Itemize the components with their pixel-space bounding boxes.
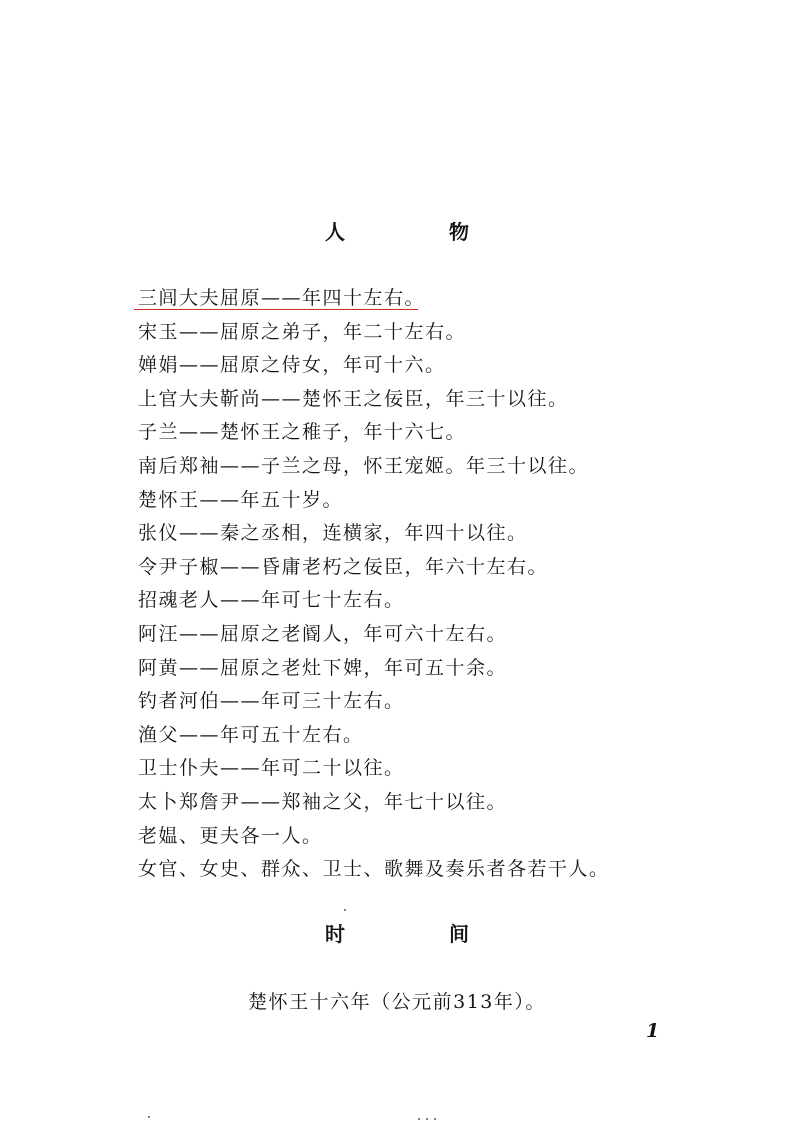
character-entry: 钓者河伯——年可三十左右。	[138, 690, 405, 713]
character-entry: 渔父——年可五十左右。	[138, 723, 364, 746]
character-entry: 婵娟——屈原之侍女，年可十六。	[138, 354, 446, 377]
character-entry: 南后郑袖——子兰之母，怀王宠姬。年三十以往。	[138, 454, 590, 477]
character-entry: 上官大夫靳尚——楚怀王之佞臣，年三十以往。	[138, 387, 569, 410]
character-entry: 女官、女史、群众、卫士、歌舞及奏乐者各若干人。	[138, 858, 610, 881]
character-entry: 太卜郑詹尹——郑袖之父，年七十以往。	[138, 790, 508, 813]
character-entry: 阿黄——屈原之老灶下婢，年可五十余。	[138, 656, 508, 679]
character-entry: 张仪——秦之丞相，连横家，年四十以往。	[138, 522, 528, 545]
scan-speck	[344, 909, 346, 911]
character-entry: 宋玉——屈原之弟子，年二十左右。	[138, 320, 467, 343]
scan-speck	[426, 1118, 428, 1120]
scan-speck	[148, 1116, 150, 1118]
scan-speck	[418, 1118, 420, 1120]
character-entry: 楚怀王——年五十岁。	[138, 488, 344, 511]
character-entry: 三闾大夫屈原——年四十左右。	[138, 287, 426, 309]
character-entry: 老媪、更夫各一人。	[138, 824, 323, 847]
time-description: 楚怀王十六年（公元前313年）。	[248, 991, 546, 1013]
page-number: 1	[646, 1020, 660, 1042]
red-underline	[134, 309, 418, 310]
character-entry: 阿汪——屈原之老阍人，年可六十左右。	[138, 622, 508, 645]
characters-heading: 人 物	[325, 220, 511, 244]
time-heading: 时 间	[325, 922, 511, 946]
character-entry: 子兰——楚怀王之稚子，年十六七。	[138, 421, 467, 444]
character-entry: 令尹子椒——昏庸老朽之佞臣，年六十左右。	[138, 555, 549, 578]
character-entry: 招魂老人——年可七十左右。	[138, 589, 405, 612]
character-list	[138, 282, 610, 887]
character-entry: 卫士仆夫——年可二十以往。	[138, 757, 405, 780]
scan-speck	[434, 1118, 436, 1120]
